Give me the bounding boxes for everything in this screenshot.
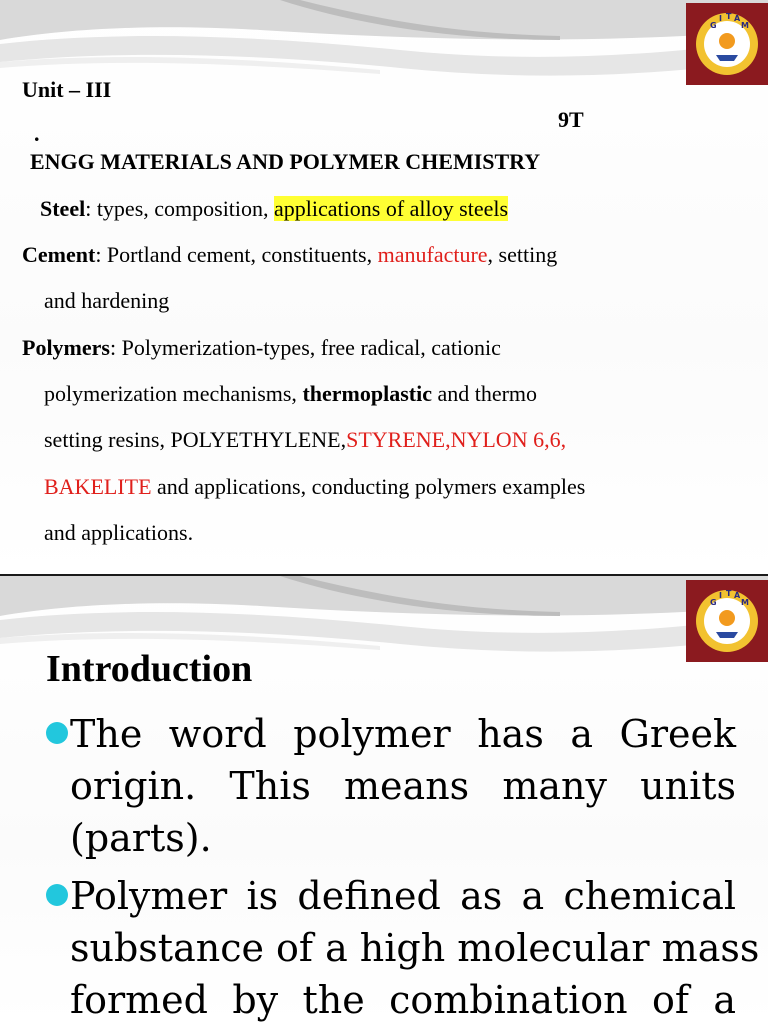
header-swoosh (0, 0, 768, 90)
steel-highlight: applications of alloy steels (274, 196, 509, 221)
svg-text:A: A (734, 591, 741, 600)
steel-line (40, 186, 508, 232)
polymers-bakelite: BAKELITE (44, 474, 152, 499)
polymers-line-4 (44, 464, 585, 510)
steel-text: : types, composition, (85, 196, 275, 221)
svg-text:T: T (726, 12, 732, 21)
cement-text-1: : Portland cement, constituents, (95, 242, 378, 267)
svg-text:I: I (719, 14, 722, 23)
steel-label: Steel (40, 196, 86, 221)
unit-label: Unit – III (22, 77, 112, 102)
bullet-1-line-3: (parts). (70, 816, 212, 860)
bullet-2-line-1: Polymer is defined as a chemical (70, 874, 736, 918)
polymers-line-3a: setting resins, POLYETHYLENE, (44, 427, 347, 452)
course-heading: ENGG MATERIALS AND POLYMER CHEMISTRY (30, 149, 541, 174)
polymers-label: Polymers (22, 335, 110, 360)
polymers-thermoplastic: thermoplastic (302, 381, 432, 406)
polymers-line (22, 325, 501, 371)
svg-text:A: A (734, 14, 741, 23)
bullet-1-line-1: The word polymer has a Greek (70, 712, 736, 756)
bullet-dot-icon (46, 722, 68, 744)
svg-text:M: M (741, 598, 749, 607)
svg-text:I: I (719, 591, 722, 600)
slide-title: Introduction (46, 648, 253, 690)
polymers-text-1: : Polymerization-types, free radical, cationic (109, 335, 501, 360)
gitam-logo-2 (686, 580, 768, 662)
dot-mark: . (34, 121, 40, 146)
svg-text:T: T (726, 589, 732, 598)
hours-label: 9T (558, 107, 584, 132)
gitam-logo (686, 3, 768, 85)
cement-red: manufacture (377, 242, 488, 267)
cement-line (22, 232, 557, 278)
polymers-line-2 (44, 371, 537, 417)
bullet-1-line-2: origin. This means many units (70, 764, 736, 808)
bullet-2-line-2: substance of a high molecular mass (70, 926, 760, 970)
cement-line-2: and hardening (44, 288, 170, 313)
polymers-line-4-text: and applications, conducting polymers examples (151, 474, 586, 499)
bullet-2 (46, 870, 760, 1026)
svg-text:G: G (710, 21, 717, 30)
polymers-line-3 (44, 417, 566, 463)
bullet-1 (46, 708, 736, 864)
svg-text:M: M (741, 21, 749, 30)
polymers-line-2b: and thermo (431, 381, 538, 406)
cement-text-2: , setting (487, 242, 558, 267)
bullet-dot-icon (46, 884, 68, 906)
polymers-line-3-red: STYRENE,NYLON 6,6, (346, 427, 567, 452)
svg-text:G: G (710, 598, 717, 607)
polymers-line-2a: polymerization mechanisms, (44, 381, 303, 406)
cement-label: Cement (22, 242, 96, 267)
bullet-2-line-3: formed by the combination of a (70, 978, 736, 1022)
polymers-line-5: and applications. (44, 520, 194, 545)
